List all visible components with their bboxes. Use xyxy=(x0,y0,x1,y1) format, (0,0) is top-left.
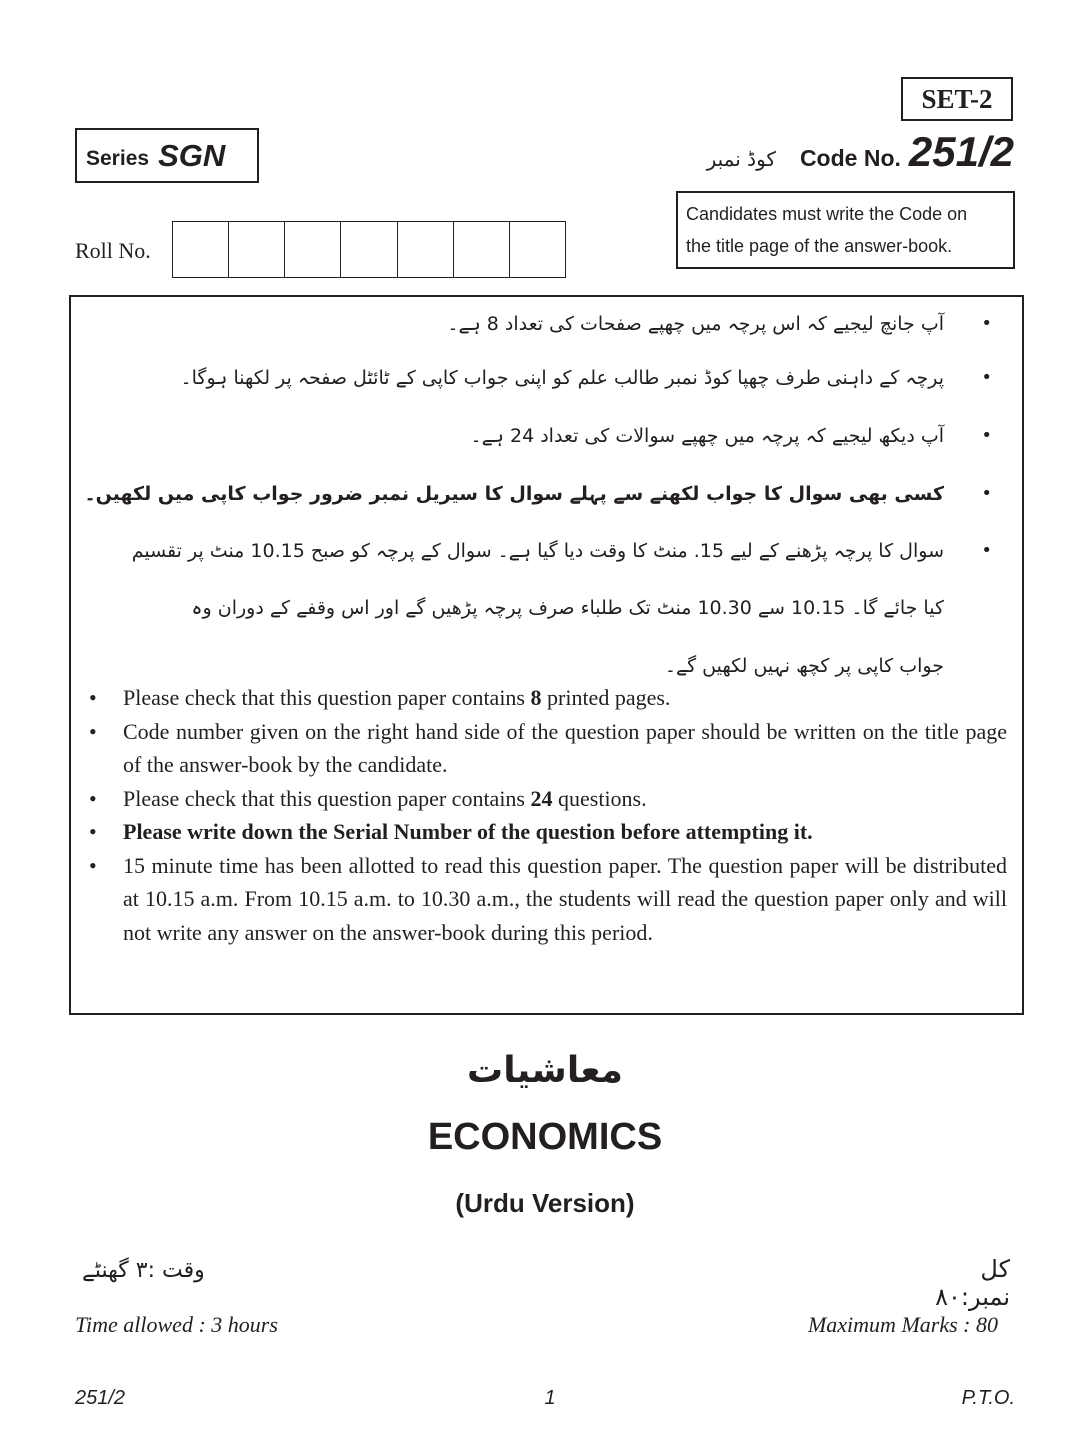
roll-cell[interactable] xyxy=(341,222,397,277)
pto-label: P.T.O. xyxy=(961,1387,1015,1409)
urdu-instruction-continuation: جواب کاپی پر کچھ نہیں لکھیں گے۔ xyxy=(664,655,944,677)
candidates-note-box xyxy=(676,191,1015,269)
subject-title-urdu: معاشیات xyxy=(467,1050,623,1091)
english-instruction: • Please check that this question paper contains 24 questions. xyxy=(89,782,1007,816)
bullet-icon: • xyxy=(89,718,97,744)
max-marks: Maximum Marks : 80 xyxy=(807,1312,998,1337)
time-allowed: Time allowed : 3 hours xyxy=(75,1312,278,1337)
code-value: 251/2 xyxy=(908,128,1014,175)
candidates-note-line1: Candidates must write the Code on xyxy=(686,204,968,224)
bullet-icon: • xyxy=(89,685,97,710)
bullet-icon: • xyxy=(981,540,992,561)
subject-title: ECONOMICS xyxy=(427,1116,663,1158)
english-instruction: • 15 minute time has been allotted to read this question paper. The question paper will be distributed at 10.15 a.m. From 10.15 a.m. to 10.30 a.m., the students will read the question paper only and will not write any answer on the answer-book during this period. xyxy=(89,849,1007,950)
bullet-icon: • xyxy=(981,313,992,334)
urdu-instruction: • پرچہ کے داہنی طرف چھپا کوڈ نمبر طالب علم کو اپنی جواب کاپی کے ٹائٹل صفحہ پر لکھنا ہوگا۔ xyxy=(181,363,993,393)
roll-cell[interactable] xyxy=(285,222,341,277)
bullet-icon: • xyxy=(89,785,97,811)
series-box xyxy=(75,128,259,183)
urdu-instruction: • سوال کا پرچہ پڑھنے کے لیے 15. منٹ کا وقت دیا گیا ہے۔ سوال کے پرچہ کو صبح 10.15 منٹ پر تقسیم xyxy=(132,536,992,566)
english-instruction: • Please check that this question paper contains 8 printed pages. xyxy=(89,681,1007,715)
roll-cell[interactable] xyxy=(229,222,285,277)
page-number: 1 xyxy=(544,1387,556,1409)
urdu-instruction: • آپ دیکھ لیجیے کہ پرچہ میں چھپے سوالات کی تعداد 24 ہے۔ xyxy=(471,421,992,451)
code-label: Code No. xyxy=(799,145,901,171)
series-label: Series xyxy=(86,146,150,170)
set-badge: SET-2 xyxy=(901,77,1013,121)
roll-number-label: Roll No. xyxy=(75,238,151,263)
code-urdu-label: کوڈ نمبر xyxy=(706,147,776,171)
urdu-instruction: • آپ جانچ لیجیے کہ اس پرچہ میں چھپے صفحات کی تعداد 8 ہے۔ xyxy=(447,309,992,339)
series-value: SGN xyxy=(158,137,226,173)
max-marks-urdu: کل نمبر:۸۰ xyxy=(935,1255,1010,1311)
version-label: (Urdu Version) xyxy=(455,1188,635,1218)
urdu-instruction-continuation: کیا جائے گا۔ 10.15 سے 10.30 منٹ تک طلباء صرف پرچہ پڑھیں گے اور اس وقفے کے دوران وہ xyxy=(191,597,944,619)
code-number-line xyxy=(600,128,1014,178)
roll-cell[interactable] xyxy=(454,222,510,277)
bullet-icon: • xyxy=(89,852,97,878)
bullet-icon: • xyxy=(981,483,992,504)
footer-code: 251/2 xyxy=(75,1387,126,1409)
roll-number-grid[interactable] xyxy=(172,221,566,278)
roll-cell[interactable] xyxy=(173,222,229,277)
time-allowed-urdu: وقت :۳ گھنٹے xyxy=(82,1258,205,1283)
bullet-icon: • xyxy=(981,425,992,446)
candidates-note-line2: the title page of the answer-book. xyxy=(686,236,953,256)
instructions-box xyxy=(69,295,1024,1015)
roll-cell[interactable] xyxy=(398,222,454,277)
english-instruction: • Please write down the Serial Number of the question before attempting it. xyxy=(89,815,1007,849)
bullet-icon: • xyxy=(981,367,992,388)
english-instructions xyxy=(89,681,1007,949)
english-instruction: • Code number given on the right hand side of the question paper should be written on the title page of the answer-book by the candidate. xyxy=(89,715,1007,782)
bullet-icon: • xyxy=(89,819,97,844)
roll-cell[interactable] xyxy=(510,222,565,277)
urdu-instruction: • کسی بھی سوال کا جواب لکھنے سے پہلے سوال کا سیریل نمبر ضرور جواب کاپی میں لکھیں۔ xyxy=(84,479,992,509)
